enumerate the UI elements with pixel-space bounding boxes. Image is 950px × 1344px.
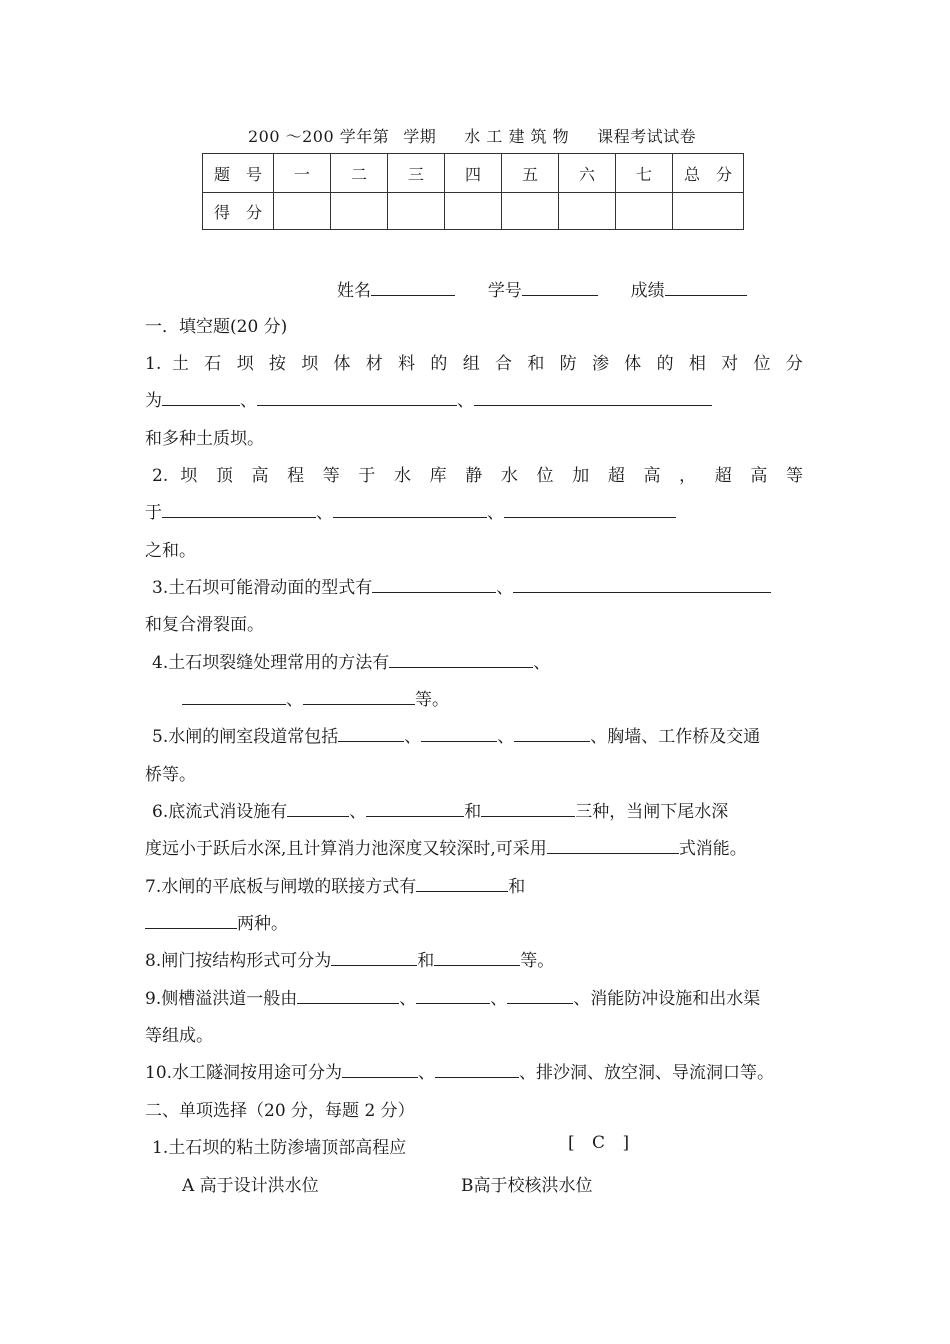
q7-line2	[145, 909, 288, 934]
q1-lead: 为	[145, 391, 162, 411]
and: 和	[508, 877, 526, 897]
course-name: 水 工 建 筑 物	[464, 127, 570, 146]
blank[interactable]	[372, 575, 496, 593]
q7-end: 两种。	[237, 914, 288, 934]
cell-q5: 五	[502, 154, 559, 193]
semester-label: 学期	[403, 127, 437, 146]
blank[interactable]	[504, 500, 676, 518]
sep: 、	[399, 989, 417, 1009]
s2-q1-option-b[interactable]: B高于校核洪水位	[461, 1176, 593, 1196]
blank[interactable]	[331, 948, 417, 966]
blank[interactable]	[416, 874, 508, 892]
score-cell[interactable]	[559, 193, 616, 230]
cell-total: 总 分	[673, 154, 744, 193]
student-info	[337, 276, 747, 301]
q7-text: 7.水闸的平底板与闸墩的联接方式有	[145, 877, 417, 897]
score-cell[interactable]	[274, 193, 331, 230]
blank[interactable]	[182, 687, 286, 705]
score-cell[interactable]	[616, 193, 673, 230]
sep: 、	[316, 503, 333, 523]
q4-end: 等。	[415, 690, 449, 710]
q2-line1: 2. 坝 顶 高 程 等 于 水 库 静 水 位 加 超 高 ， 超 高 等	[152, 466, 803, 486]
q3-line2: 和复合滑裂面。	[145, 615, 264, 635]
q5-tail: 、胸墙、工作桥及交通	[590, 727, 761, 747]
score-table	[202, 153, 744, 230]
sep: 、	[533, 653, 551, 673]
cell-q2: 二	[331, 154, 388, 193]
and: 和	[417, 951, 435, 971]
q5-line2: 桥等。	[145, 765, 196, 785]
blank[interactable]	[481, 799, 575, 817]
q3-text: 3.土石坝可能滑动面的型式有	[152, 578, 373, 598]
s2-q1-text: 1.土石坝的粘土防渗墙顶部高程应	[152, 1138, 407, 1158]
score-cell[interactable]	[445, 193, 502, 230]
score-table-score-row	[203, 193, 744, 230]
sep: 、	[490, 989, 508, 1009]
q10-text: 10.水工隧洞按用途可分为	[145, 1063, 343, 1083]
q9-line2: 等组成。	[145, 1026, 213, 1046]
name-label: 姓名	[337, 281, 371, 301]
q10-line1	[145, 1058, 774, 1083]
q6-line2-text: 度远小于跃后水深,且计算消力池深度又较深时,可采用	[145, 839, 547, 859]
q9-tail: 、消能防冲设施和出水渠	[573, 989, 761, 1009]
score-table-header-row	[203, 154, 744, 193]
exam-title	[248, 124, 696, 147]
q4-line1	[152, 648, 550, 673]
grade-label: 成绩	[630, 281, 665, 301]
score-cell[interactable]	[331, 193, 388, 230]
score-cell[interactable]	[673, 193, 744, 230]
sep: 、	[286, 690, 303, 710]
q6-end: 式消能。	[678, 839, 747, 859]
q6-line1	[152, 797, 728, 822]
blank[interactable]	[162, 388, 240, 406]
q5-line1	[152, 722, 760, 747]
sep: 、	[496, 578, 514, 598]
q2-line3: 之和。	[145, 541, 196, 561]
cell-q6: 六	[559, 154, 616, 193]
sep: 、	[487, 503, 504, 523]
q6-tail: 三种，当闸下尾水深	[575, 802, 729, 822]
blank[interactable]	[257, 388, 457, 406]
q3-line1	[152, 573, 771, 598]
cell-score-label: 得 分	[203, 193, 274, 230]
q8-line1	[145, 946, 554, 971]
blank[interactable]	[474, 388, 712, 406]
q6-text: 6.底流式消设施有	[152, 802, 288, 822]
blank[interactable]	[434, 948, 520, 966]
sep: 、	[404, 727, 422, 747]
and: 和	[464, 802, 482, 822]
grade-blank[interactable]	[665, 278, 747, 296]
q5-text: 5.水闸的闸室段道常包括	[152, 727, 339, 747]
q2-line2	[145, 498, 676, 523]
q9-text: 9.侧槽溢洪道一般由	[145, 989, 298, 1009]
blank[interactable]	[389, 650, 533, 668]
student-id-label: 学号	[487, 281, 522, 301]
blank[interactable]	[421, 724, 497, 742]
blank[interactable]	[333, 500, 487, 518]
q4-text: 4.土石坝裂缝处理常用的方法有	[152, 653, 390, 673]
cell-q1: 一	[274, 154, 331, 193]
student-id-blank[interactable]	[522, 278, 598, 296]
s2-q1-option-a[interactable]: A 高于设计洪水位	[182, 1176, 319, 1196]
exam-suffix: 课程考试试卷	[597, 127, 697, 146]
score-cell[interactable]	[388, 193, 445, 230]
cell-q3: 三	[388, 154, 445, 193]
q1-line2	[145, 386, 712, 411]
q2-lead: 于	[145, 503, 162, 523]
sep: 、	[457, 391, 474, 411]
blank[interactable]	[342, 1060, 418, 1078]
blank[interactable]	[366, 799, 464, 817]
q8-text: 8.闸门按结构形式可分为	[145, 951, 332, 971]
blank[interactable]	[416, 986, 490, 1004]
blank[interactable]	[514, 724, 590, 742]
sep: 、	[418, 1063, 436, 1083]
q8-end: 等。	[520, 951, 555, 971]
sep: 、	[240, 391, 257, 411]
cell-question-number-label: 题 号	[203, 154, 274, 193]
blank[interactable]	[513, 575, 771, 593]
q10-tail: 、排沙洞、放空洞、导流洞口等。	[519, 1063, 775, 1083]
blank[interactable]	[338, 724, 404, 742]
s2-q1-answer: [ C ]	[568, 1133, 636, 1153]
sep: 、	[497, 727, 515, 747]
q9-line1	[145, 984, 760, 1009]
blank[interactable]	[145, 911, 237, 929]
q1-line1: 1. 土 石 坝 按 坝 体 材 料 的 组 合 和 防 渗 体 的 相 对 位 分	[145, 354, 803, 374]
cell-q4: 四	[445, 154, 502, 193]
sep: 、	[349, 802, 367, 822]
blank[interactable]	[547, 836, 679, 854]
q7-line1	[145, 872, 525, 897]
blank[interactable]	[297, 986, 399, 1004]
section1-title: 一．填空题(20 分)	[145, 317, 288, 337]
blank[interactable]	[435, 1060, 519, 1078]
name-blank[interactable]	[371, 278, 455, 296]
q4-line2	[182, 685, 449, 710]
q6-line2	[145, 834, 747, 859]
blank[interactable]	[507, 986, 573, 1004]
year-prefix: 200 ～200 学年第	[248, 127, 390, 146]
blank[interactable]	[162, 500, 316, 518]
blank[interactable]	[303, 687, 415, 705]
q1-line3: 和多种土质坝。	[145, 429, 264, 449]
blank[interactable]	[287, 799, 349, 817]
section2-title: 二、单项选择（20 分，每题 2 分）	[145, 1101, 415, 1121]
cell-q7: 七	[616, 154, 673, 193]
score-cell[interactable]	[502, 193, 559, 230]
